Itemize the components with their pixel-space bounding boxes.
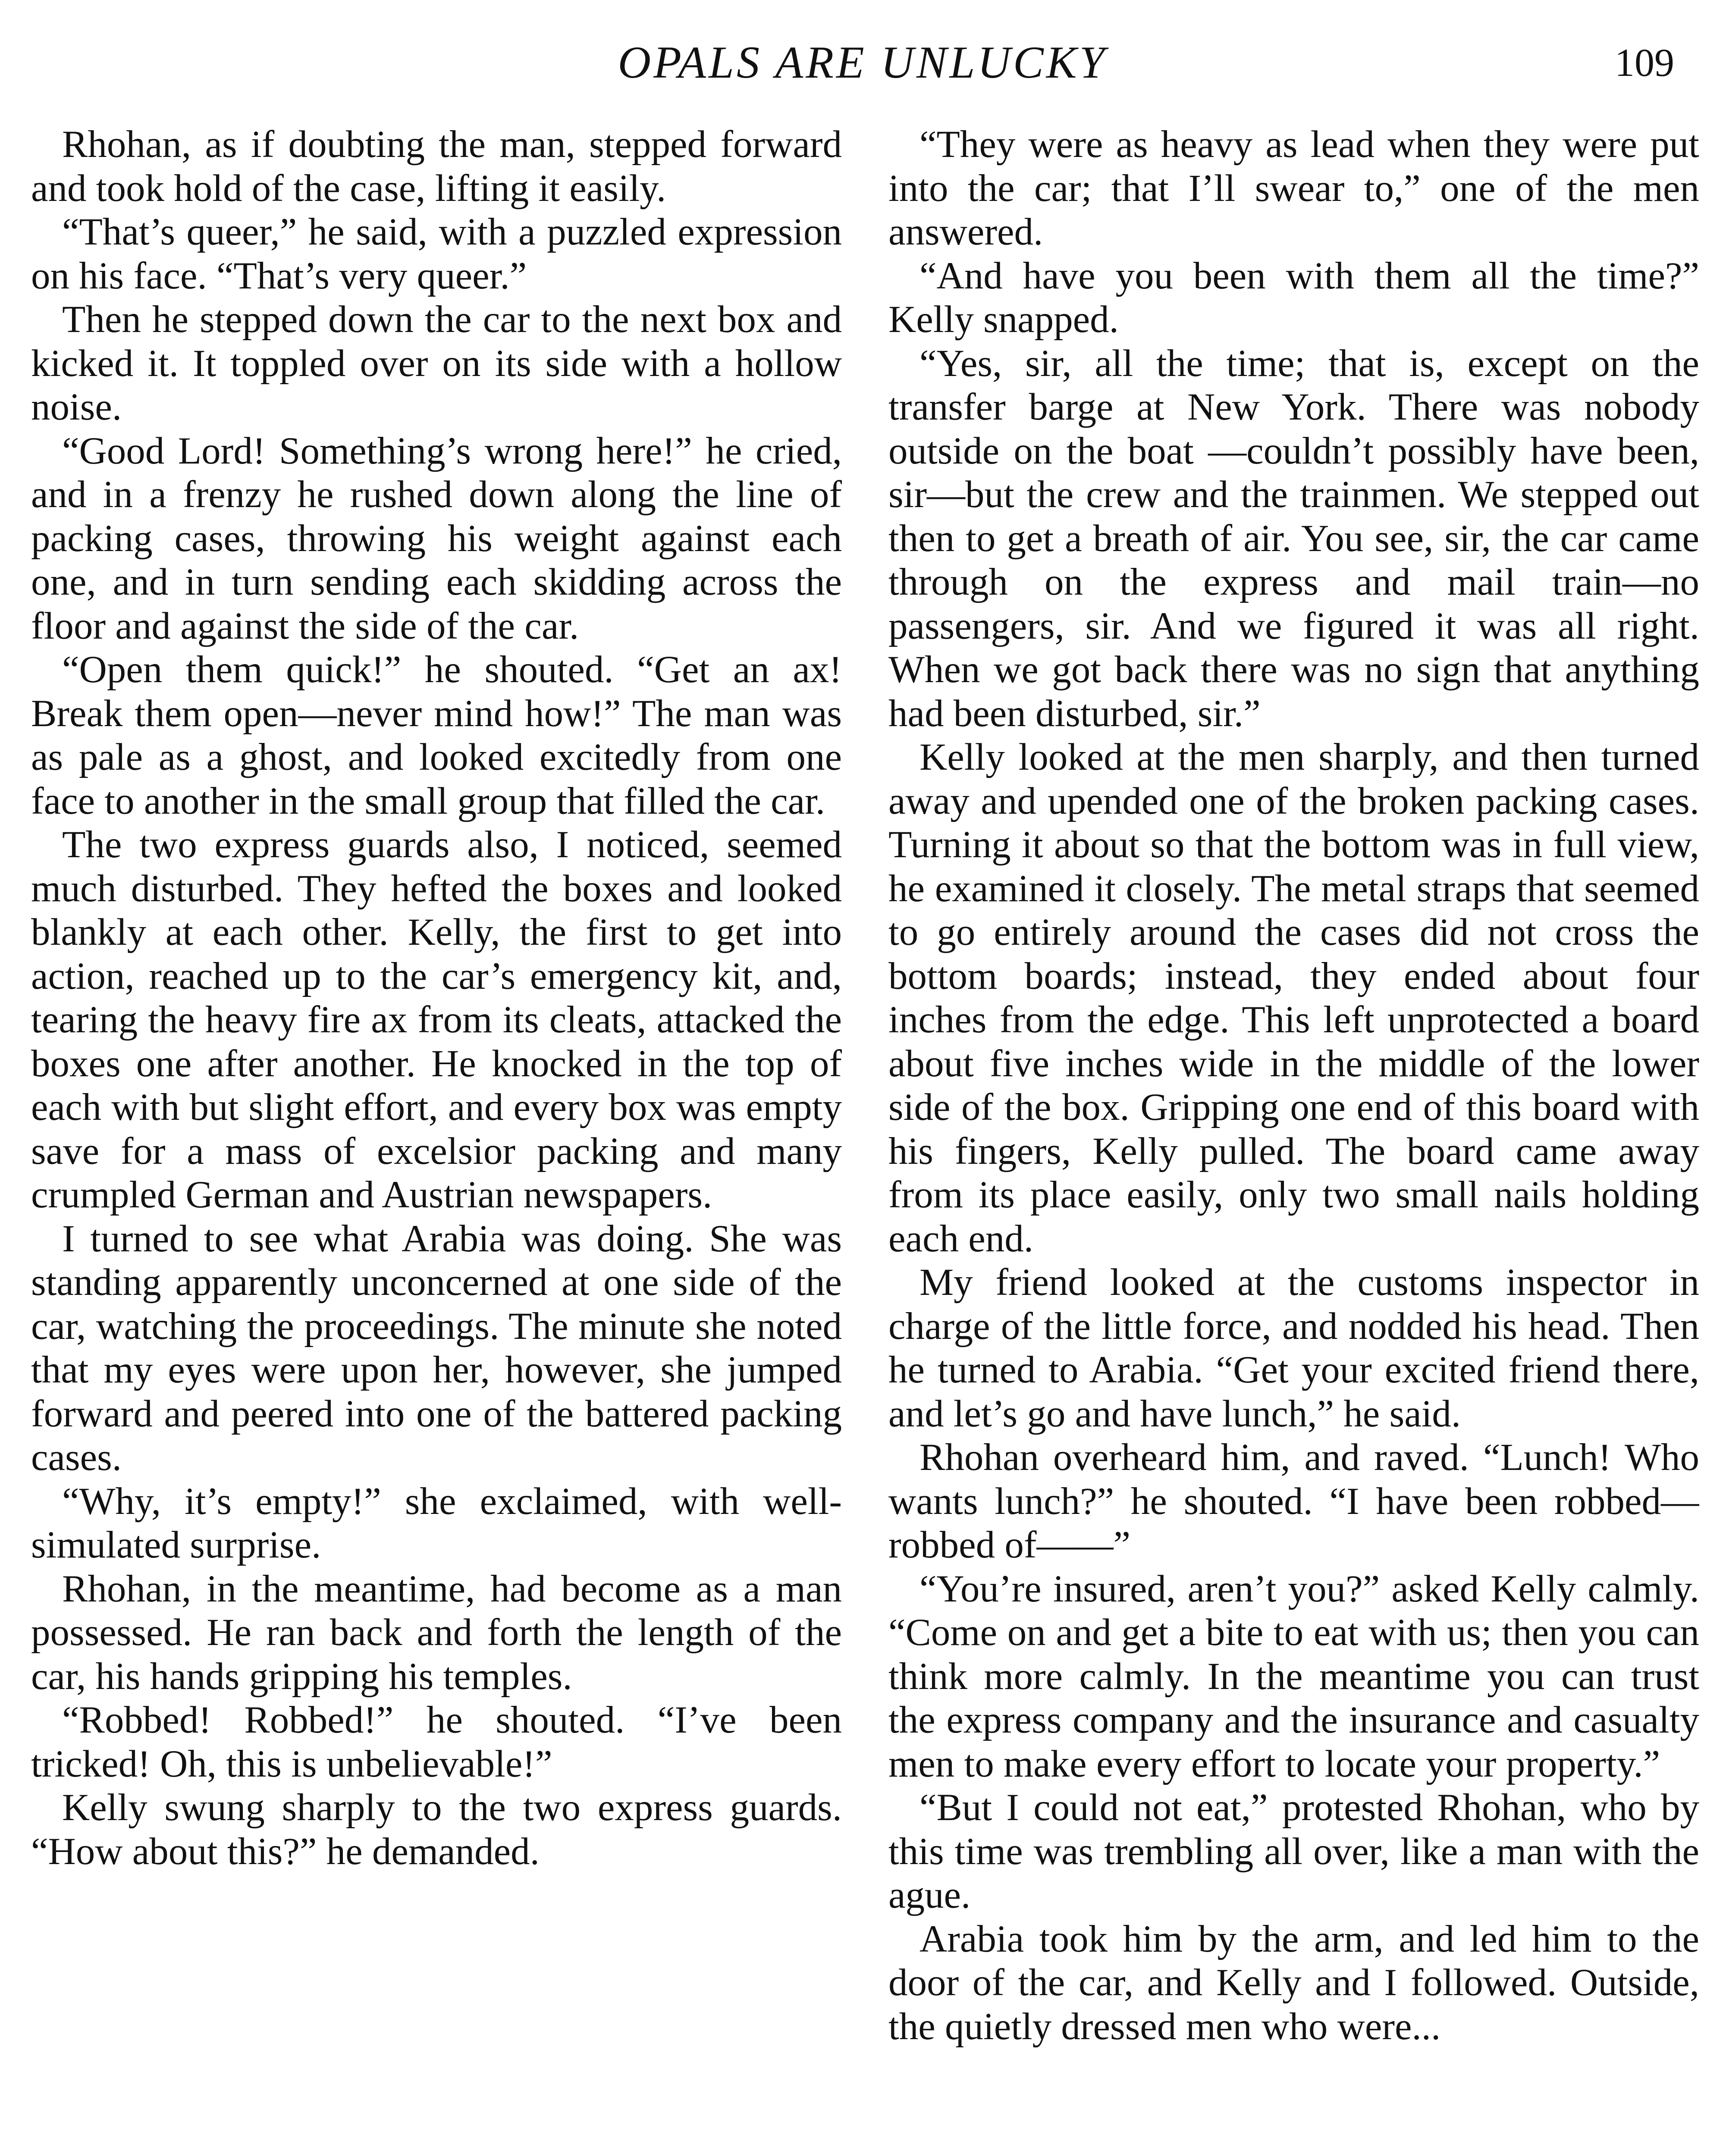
running-header — [0, 30, 1726, 95]
paragraph: “Good Lord! Something’s wrong here!” he cried, and in a frenzy he rushed down along the line of packing cases, throwing his weight against each one, and in turn sending each skidding across the floor and against the side of the car. — [31, 429, 842, 647]
paragraph: “But I could not eat,” protested Rhohan, who by this time was trembling all over, like a man with the ague. — [888, 1786, 1699, 1916]
running-title: OPALS ARE UNLUCKY — [618, 37, 1108, 88]
paragraph: Then he stepped down the car to the next box and kicked it. It toppled over on its side with a hollow noise. — [31, 298, 842, 428]
paragraph: Kelly swung sharply to the two express guards. “How about this?” he demanded. — [31, 1786, 842, 1873]
paragraph: My friend looked at the customs inspector in charge of the little force, and nodded his head. Then he turned to Arabia. “Get your excited friend there, and let’s go and have lunch,” he said. — [888, 1261, 1699, 1435]
paragraph: “Yes, sir, all the time; that is, except on the transfer barge at New York. There was nobody outside on the boat —couldn’t possibly have been, sir—but the crew and the trainmen. We stepped out then to get a breath of air. You see, sir, the car came through on the express and mail train—no passengers, sir. And we figured it was all right. When we got back there was no sign that anything had been disturbed, sir.” — [888, 342, 1699, 735]
page-number: 109 — [1615, 41, 1674, 85]
right-column — [888, 123, 1699, 2156]
paragraph: “Open them quick!” he shouted. “Get an ax! Break them open—never mind how!” The man was as pale as a ghost, and looked excitedly from one face to another in the small group that filled the car. — [31, 649, 842, 822]
paragraph: “They were as heavy as lead when they were put into the car; that I’ll swear to,” one of the men answered. — [888, 123, 1699, 253]
paragraph: Arabia took him by the arm, and led him to the door of the car, and Kelly and I followed. Outside, the quietly dressed men who were... — [888, 1918, 1699, 2048]
paragraph: “Why, it’s empty!” she exclaimed, with well-simulated surprise. — [31, 1480, 842, 1566]
paragraph: “You’re insured, aren’t you?” asked Kelly calmly. “Come on and get a bite to eat with us; then you can think more calmly. In the meantime you can trust the express company and the insurance and casualty men to make every effort to locate your property.” — [888, 1567, 1699, 1785]
paragraph: The two express guards also, I noticed, seemed much disturbed. They hefted the boxes and looked blankly at each other. Kelly, the first to get into action, reached up to the car’s emergency kit, and, tearing the heavy fire ax from its cleats, attacked the boxes one after another. He knocked in the top of each with but slight effort, and every box was empty save for a mass of excelsior packing and many crumpled German and Austrian newspapers. — [31, 824, 842, 1216]
paragraph: Rhohan, as if doubting the man, stepped forward and took hold of the case, lifting it easily. — [31, 123, 842, 210]
paragraph: Rhohan, in the meantime, had become as a man possessed. He ran back and forth the length of the car, his hands gripping his temples. — [31, 1567, 842, 1698]
paragraph: “Robbed! Robbed!” he shouted. “I’ve been tricked! Oh, this is unbelievable!” — [31, 1699, 842, 1785]
paragraph: Rhohan overheard him, and raved. “Lunch! Who wants lunch?” he shouted. “I have been robbed—robbed of——” — [888, 1436, 1699, 1566]
paragraph: I turned to see what Arabia was doing. She was standing apparently unconcerned at one side of the car, watching the proceedings. The minute she noted that my eyes were upon her, however, she jumped forward and peered into one of the battered packing cases. — [31, 1217, 842, 1479]
column-gutter — [850, 129, 851, 2156]
left-column — [31, 123, 842, 2156]
paragraph: Kelly looked at the men sharply, and then turned away and upended one of the broken packing cases. Turning it about so that the bottom was in full view, he examined it closely. The metal straps that seemed to go entirely around the cases did not cross the bottom boards; instead, they ended about four inches from the edge. This left unprotected a board about five inches wide in the middle of the lower side of the box. Gripping one end of this board with his fingers, Kelly pulled. The board came away from its place easily, only two small nails holding each end. — [888, 736, 1699, 1260]
paragraph: “And have you been with them all the time?” Kelly snapped. — [888, 254, 1699, 341]
paragraph: “That’s queer,” he said, with a puzzled expression on his face. “That’s very queer.” — [31, 211, 842, 297]
